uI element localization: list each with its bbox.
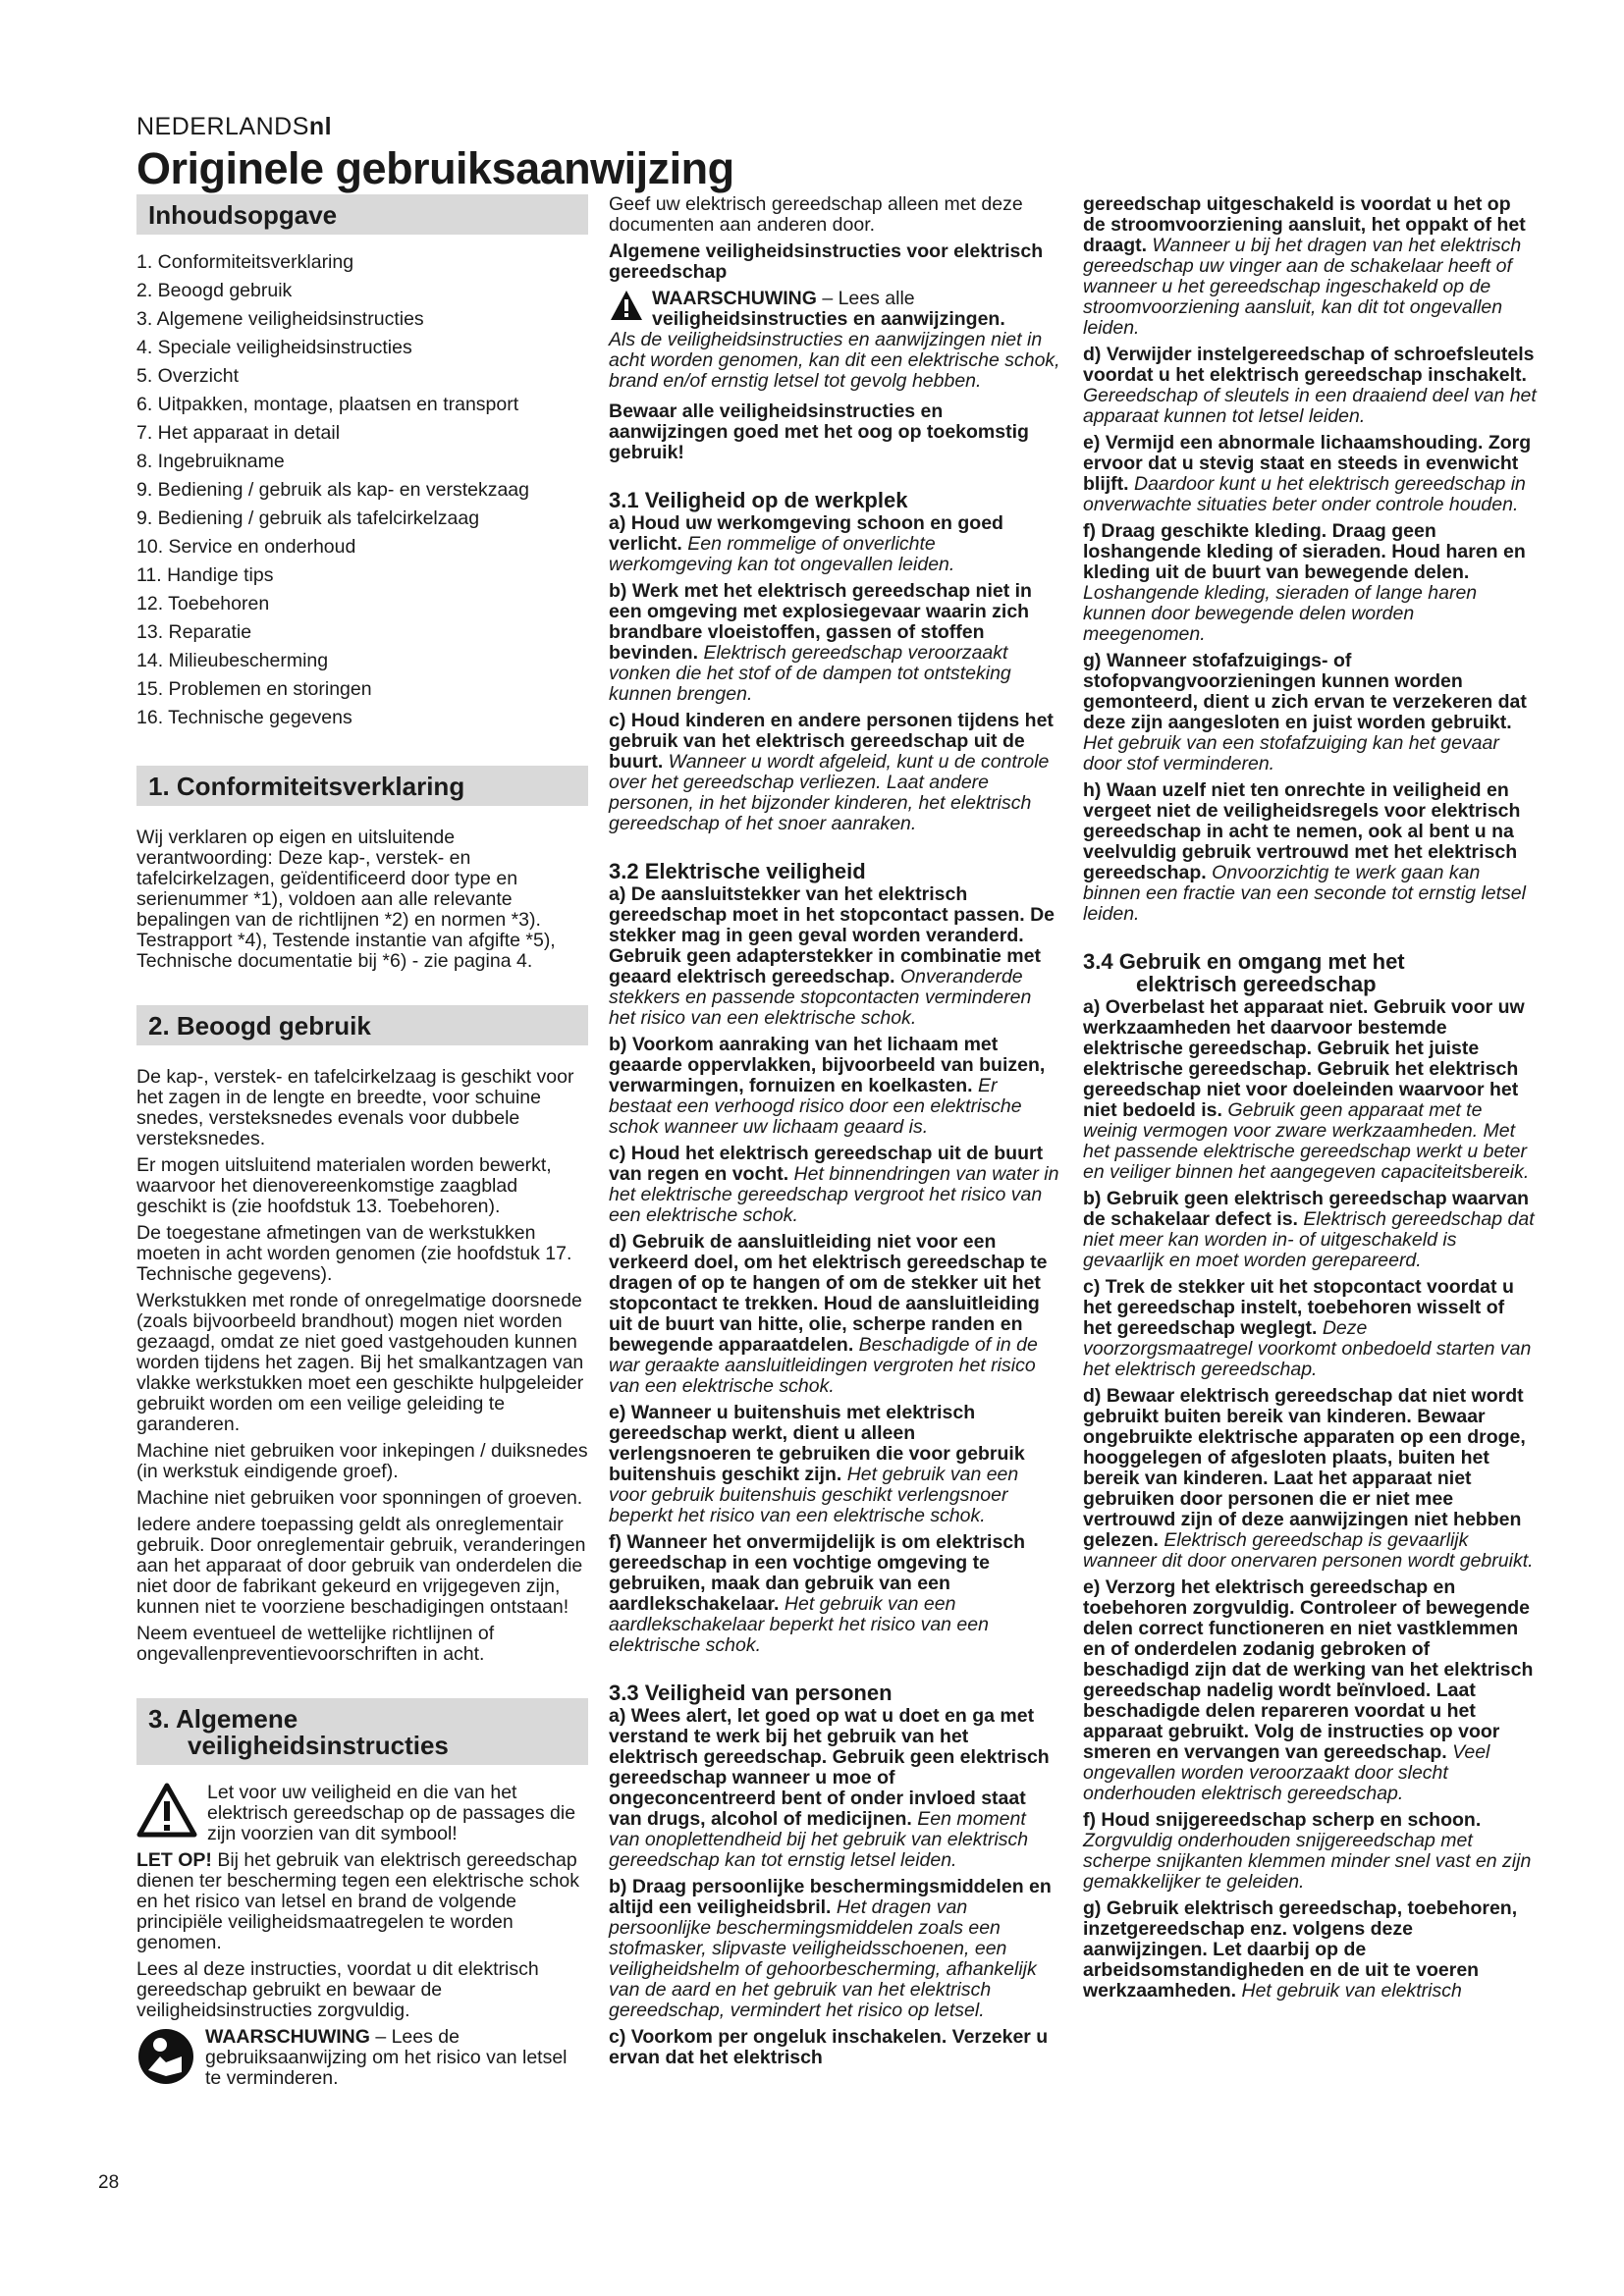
read-manual-icon [136,2027,195,2086]
toc-item: 2. Beoogd gebruik [136,280,293,301]
toc-item: 10. Service en onderhoud [136,536,356,558]
read-instructions-paragraph: Lees al deze instructies, voordat u dit elektrisch gereedschap gebruikt en bewaar de veiligheidsinstructies zorgvuldig. [136,1958,539,2021]
section-2-p7: Iedere andere toepassing geldt als onreglementair gebruik. Door onreglementair gebruik, veranderingen aan het apparaat of door gebruik van onderdelen die niet door de fabrikant gekeurd en vrijgegeven zijn, kunnen niet te voorziene beschadigingen ontstaan! [136,1514,586,1618]
page-number: 28 [98,2172,120,2193]
item-3-2-d: d) Gebruik de aansluitleiding niet voor een verkeerd doel, om het elektrisch gereedschap te dragen of op te hangen of om de stekker uit het stopcontact te trekken. Houd de aansluitleiding uit de buurt van hitte, olie, scherpe randen en bewegende apparaatdelen. Beschadigde of in de war geraakte aansluitleidingen vergroten het risico van een elektrische schok. [609,1231,1048,1397]
section-3-title-line1: 3. Algemene [148,1704,298,1734]
section-2-p1: De kap-, verstek- en tafelcirkelzaag is geschikt voor het zagen in de lengte en breedte, voor schuine snedes, versteksnedes evenals voor dubbele versteksnedes. [136,1066,574,1149]
item-3-3-g: g) Wanneer stofafzuigings- of stofopvangvoorzieningen kunnen worden gemonteerd, dient u zich ervan te verzekeren dat deze zijn aangesloten en juist worden gebruikt. Het gebruik van een stofafzuiging kan het gevaar door stof verminderen. [1083,650,1527,774]
read-manual-warning [136,2027,588,2089]
toc-item: 13. Reparatie [136,621,252,643]
item-3-3-d: d) Verwijder instelgereedschap of schroefsleutels voordat u het elektrisch gereedschap inschakelt. Gereedschap of sleutels in een draaiend deel van het apparaat kunnen tot letsel leiden. [1083,344,1537,427]
item-3-2-e: e) Wanneer u buitenshuis met elektrisch gereedschap werkt, dient u alleen verlengsnoeren te gebruiken die voor gebruik buitenshuis geschikt zijn. Het gebruik van een voor gebruik buitenshuis geschikt verlengsnoer beperkt het risico van een elektrische schok. [609,1402,1025,1526]
toc-heading: Inhoudsopgave [136,194,588,235]
toc-item: 8. Ingebruikname [136,451,285,472]
section-3-heading [136,1698,588,1765]
section-2-heading: 2. Beoogd gebruik [136,1005,588,1045]
item-3-3-h: h) Waan uzelf niet ten onrechte in veiligheid en vergeet niet de veiligheidsregels voor elektrisch gereedschap in acht te nemen, ook al bent u na veelvuldig gebruik vertrouwd met het elektrisch gereedschap. Onvoorzichtig te werk gaan kan binnen een fractie van een seconde tot ernstig letsel leiden. [1083,779,1526,925]
section-1-heading: 1. Conformiteitsverklaring [136,766,588,806]
toc-item: 3. Algemene veiligheidsinstructies [136,308,424,330]
item-3-4-a: a) Overbelast het apparaat niet. Gebruik voor uw werkzaamheden het daarvoor bestemde elektrische gereedschap. Gebruik het juiste elektrische gereedschap. Gebruik het elektrisch gereedschap niet voor doeleinden waarvoor het niet bedoeld is. Gebruik geen apparaat met te weinig vermogen voor zware werkzaamheden. Met het passende elektrische gereedschap werkt u beter en veiliger binnen het aangegeven capaciteitsbereik. [1083,996,1530,1183]
general-safety-heading: Algemene veiligheidsinstructies voor elektrisch gereedschap [609,240,1044,283]
toc-item: 11. Handige tips [136,564,274,586]
keep-instructions-paragraph: Bewaar alle veiligheidsinstructies en aanwijzingen goed met het oog op toekomstig gebruik! [609,400,1029,463]
heading-3-3: 3.3 Veiligheid van personen [609,1681,893,1705]
item-3-3-c-continued: gereedschap uitgeschakeld is voordat u het op de stroomvoorziening aansluit, het oppakt of het draagt. Wanneer u bij het dragen van het elektrisch gereedschap uw vinger aan de schakelaar heeft of wanneer u het gereedschap ingeschakeld op de stroomvoorziening aansluit, kan dit tot ongevallen leiden. [1083,193,1526,339]
toc-item: 9. Bediening / gebruik als tafelcirkelzaag [136,507,480,529]
language-header: NEDERLANDSnl [136,113,333,140]
page-title: Originele gebruiksaanwijzing [136,143,734,193]
item-3-2-a: a) De aansluitstekker van het elektrisch gereedschap moet in het stopcontact passen. De stekker mag in geen geval worden veranderd. Gebruik geen adapterstekker in combinatie met geaard elektrisch gereedschap. Onveranderde stekkers en passende stopcontacten verminderen het risico van een elektrische schok. [609,883,1056,1029]
item-3-3-b: b) Draag persoonlijke beschermingsmiddelen en altijd een veiligheidsbril. Het dragen van persoonlijke beschermingsmiddelen zoals een stofmasker, slipvaste veiligheidsschoenen, een veiligheidshelm of gehoorbescherming, afhankelijk van de aard en het gebruik van het elektrisch gereedschap, vermindert het risico op letsel. [609,1876,1052,2021]
general-warning-detail: Als de veiligheidsinstructies en aanwijzingen niet in acht worden genomen, kan dit een elektrische schok, brand en/of ernstig letsel tot gevolg hebben. [609,329,1060,392]
item-3-3-f: f) Draag geschikte kleding. Draag geen loshangende kleding of sieraden. Houd haren en kleding uit de buurt van bewegende delen. Loshangende kleding, sieraden of lange haren kunnen door bewegende delen worden meegenomen. [1083,520,1526,645]
item-3-4-d: d) Bewaar elektrisch gereedschap dat niet wordt gebruikt buiten bereik van kinderen. Bewaar ongebruikte elektrische apparaten op een droge, hooggelegen of afgesloten plaats, buiten het bereik van kinderen. Laat het apparaat niet gebruiken door personen die er niet mee vertrouwd zijn of deze aanwijzingen niet hebben gelezen. Elektrisch gereedschap is gevaarlijk wanneer dit door onervaren personen wordt gebruikt. [1083,1385,1534,1572]
toc-item: 5. Overzicht [136,365,240,387]
heading-3-4: 3.4 Gebruik en omgang met het elektrisch gereedschap [1083,949,1405,996]
toc-item: 1. Conformiteitsverklaring [136,251,354,273]
toc-item: 6. Uitpakken, montage, plaatsen en transport [136,394,519,415]
column-right [1083,194,1537,2007]
item-3-1-a: a) Houd uw werkomgeving schoon en goed verlicht. Een rommelige of onverlichte werkomgeving kan tot ongevallen leiden. [609,512,1003,575]
section-3-title-line2: veiligheidsinstructies [188,1731,449,1760]
hand-over-paragraph: Geef uw elektrisch gereedschap alleen met deze documenten aan anderen door. [609,193,1023,236]
warning-symbol-text: Let voor uw veiligheid en die van het elektrisch gereedschap op de passages die zijn voorzien van dit symbool! [207,1782,576,1844]
general-warning [609,289,1060,330]
read-manual-text: WAARSCHUWING – Lees de gebruiksaanwijzing om het risico van letsel te verminderen. [205,2026,568,2089]
item-3-3-e: e) Vermijd een abnormale lichaamshouding. Zorg ervoor dat u stevig staat en steeds in evenwicht blijft. Daardoor kunt u het elektrisch gereedschap in onverwachte situaties beter onder controle houden. [1083,432,1532,515]
let-op-paragraph: LET OP! Bij het gebruik van elektrisch gereedschap dienen ter bescherming tegen een elektrische schok en het risico van letsel en brand de volgende principiële veiligheidsmaatregelen te worden genomen. [136,1849,579,1953]
toc-item: 4. Speciale veiligheidsinstructies [136,337,412,358]
section-2-p5: Machine niet gebruiken voor inkepingen / duiksnedes (in werkstuk eindigende groef). [136,1440,588,1482]
column-middle [609,194,1060,2074]
warning-triangle-icon [136,1783,197,1838]
item-3-2-f: f) Wanneer het onvermijdelijk is om elektrisch gereedschap in een vochtige omgeving te gebruiken, maak dan gebruik van een aardlekschakelaar. Het gebruik van een aardlekschakelaar beperkt het risico van een elektrische schok. [609,1531,1026,1656]
toc-item: 16. Technische gegevens [136,707,352,728]
section-1-text: Wij verklaren op eigen en uitsluitende verantwoording: Deze kap-, verstek- en tafelcirkelzagen, geïdentificeerd door type en serienummer *1), voldoen aan alle relevante bepalingen van de richtlijnen *2) en normen *3). Testrapport *4), Testende instantie van afgifte *5), Technische documentatie bij *6) - zie pagina 4. [136,827,556,972]
section-2-p8: Neem eventueel de wettelijke richtlijnen of ongevallenpreventievoorschriften in acht. [136,1623,495,1665]
heading-3-1: 3.1 Veiligheid op de werkplek [609,488,908,512]
item-3-4-f: f) Houd snijgereedschap scherp en schoon. Zorgvuldig onderhouden snijgereedschap met scherpe snijkanten klemmen minder snel vast en zijn gemakkelijker te geleiden. [1083,1809,1532,1893]
item-3-3-c: c) Voorkom per ongeluk inschakelen. Verzeker u ervan dat het elektrisch [609,2026,1049,2068]
section-2-p2: Er mogen uitsluitend materialen worden bewerkt, waarvoor het dienovereenkomstige zaagblad geschikt is (zie hoofdstuk 13. Toebehoren). [136,1154,552,1217]
warning-symbol-note [136,1783,588,1844]
toc-item: 15. Problemen en storingen [136,678,372,700]
item-3-3-a: a) Wees alert, let goed op wat u doet en ga met verstand te werk bij het gebruik van het elektrisch gereedschap. Gebruik geen elektrisch gereedschap wanneer u moe of ongeconcentreerd bent of onder invloed staat van drugs, alcohol of medicijnen. Een moment van onoplettendheid bij het gebruik van elektrisch gereedschap kan tot ernstig letsel leiden. [609,1705,1050,1871]
general-warning-text: WAARSCHUWING – Lees alle veiligheidsinstructies en aanwijzingen. [652,288,1005,330]
item-3-2-c: c) Houd het elektrisch gereedschap uit de buurt van regen en vocht. Het binnendringen van water in het elektrische gereedschap vergroot het risico van een elektrische schok. [609,1143,1059,1226]
toc-item: 9. Bediening / gebruik als kap- en verstekzaag [136,479,529,501]
table-of-contents [136,248,588,732]
item-3-4-e: e) Verzorg het elektrisch gereedschap en toebehoren zorgvuldig. Controleer of bewegende delen correct functioneren en niet vastklemmen en of onderdelen zodanig gebroken of beschadigd zijn dat de werking van het elektrisch gereedschap nadelig wordt beïnvloed. Laat beschadigde delen repareren voordat u het apparaat gebruikt. Volg de instructies op voor smeren en vervangen van gereedschap. Veel ongevallen worden veroorzaakt door slecht onderhouden elektrisch gereedschap. [1083,1576,1534,1804]
item-3-1-c: c) Houd kinderen en andere personen tijdens het gebruik van het elektrisch gereedschap uit de buurt. Wanneer u wordt afgeleid, kunt u de controle over het gereedschap verliezen. Laat andere personen, in het bijzonder kinderen, het elektrisch gereedschap of het snoer aanraken. [609,710,1054,834]
item-3-4-b: b) Gebruik geen elektrisch gereedschap waarvan de schakelaar defect is. Elektrisch gereedschap dat niet meer kan worden in- of uitgeschakeld is gevaarlijk en moet worden gerepareerd. [1083,1188,1535,1271]
item-3-4-c: c) Trek de stekker uit het stopcontact voordat u het gereedschap instelt, toebehoren wisselt of het gereedschap weglegt. Deze voorzorgsmaatregel voorkomt onbedoeld starten van het elektrisch gereedschap. [1083,1276,1532,1380]
toc-item: 14. Milieubescherming [136,650,329,671]
section-2-p6: Machine niet gebruiken voor sponningen of groeven. [136,1487,583,1509]
item-3-2-b: b) Voorkom aanraking van het lichaam met geaarde oppervlakken, bijvoorbeeld van buizen, verwarmingen, fornuizen en koelkasten. Er bestaat een verhoogd risico door een elektrische schok wanneer uw lichaam geaard is. [609,1034,1046,1138]
toc-item: 12. Toebehoren [136,593,270,614]
column-left [136,194,588,2095]
section-2-p4: Werkstukken met ronde of onregelmatige doorsnede (zoals bijvoorbeeld brandhout) mogen niet worden gezaagd, omdat ze niet goed vastgehouden kunnen worden tijdens het zagen. Bij het smalkantzagen van vlakke werkstukken moet een geschikte hulpgeleider gebruikt worden om een veilige geleiding te garanderen. [136,1290,584,1435]
toc-item: 7. Het apparaat in detail [136,422,341,444]
warning-triangle-icon [609,289,644,322]
section-2-p3: De toegestane afmetingen van de werkstukken moeten in acht worden genomen (zie hoofdstuk 17. Technische gegevens). [136,1222,572,1285]
item-3-1-b: b) Werk met het elektrisch gereedschap niet in een omgeving met explosiegevaar waarin zich brandbare vloeistoffen, gassen of stoffen bevinden. Elektrisch gereedschap veroorzaakt vonken die het stof of de dampen tot ontsteking kunnen brengen. [609,580,1032,705]
item-3-4-g: g) Gebruik elektrisch gereedschap, toebehoren, inzetgereedschap enz. volgens deze aanwijzingen. Let daarbij op de arbeidsomstandigheden en de uit te voeren werkzaamheden. Het gebruik van elektrisch [1083,1897,1518,2002]
heading-3-2: 3.2 Elektrische veiligheid [609,859,866,883]
